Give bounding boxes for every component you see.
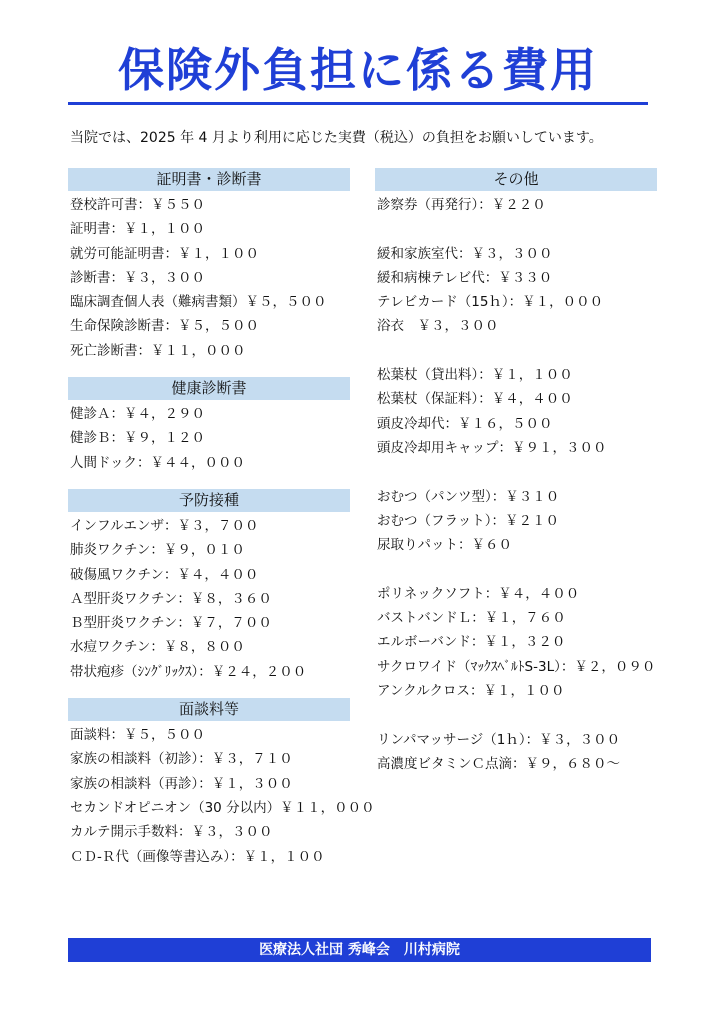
list-item: 登校許可書：￥５５０ (70, 197, 205, 213)
list-item: 浴衣 ￥３，３００ (377, 318, 499, 335)
title-underline (68, 102, 648, 105)
list-item: テレビカード（15ｈ）：￥１，０００ (377, 294, 604, 311)
list-item: 緩和家族室代：￥３，３００ (377, 245, 553, 262)
section-vaccination (68, 489, 350, 684)
section-header-interview-fees: 面談料等 (68, 698, 350, 721)
section-header-vaccination: 予防接種 (68, 489, 350, 512)
list-item: セカンドオピニオン（30 分以内）￥１１，０００ (70, 799, 375, 816)
list-item: 診察券（再発行）：￥２２０ (377, 197, 546, 213)
list-item: 就労可能証明書：￥１，１００ (70, 245, 259, 262)
list-item: 肺炎ワクチン：￥９，０１０ (70, 542, 245, 559)
list-item: Ａ型肝炎ワクチン：￥８，３６０ (70, 590, 272, 607)
section-certificates (68, 168, 350, 363)
list-item: おむつ（パンツ型）：￥３１０ (377, 488, 560, 505)
list-item: 診断書：￥３，３００ (70, 269, 205, 286)
list-item: アンクルクロス：￥１，１００ (377, 682, 565, 699)
group-spacer (375, 460, 657, 484)
hospital-name-footer: 医療法人社団 秀峰会 川村病院 (68, 938, 651, 962)
list-item: インフルエンザ：￥３，７００ (70, 517, 259, 534)
section-header-certificates: 証明書・診断書 (68, 168, 350, 191)
list-item: 健診Ｂ：￥９，１２０ (70, 430, 205, 447)
group-spacer (375, 217, 657, 241)
list-item: Ｂ型肝炎ワクチン：￥７，７００ (70, 615, 272, 632)
section-other (375, 168, 657, 776)
list-item: 生命保険診断書：￥５，５００ (70, 318, 259, 335)
list-item: 人間ドック：￥４４，０００ (70, 454, 245, 471)
list-item: 家族の相談料（初診）：￥３，７１０ (70, 751, 293, 768)
list-item: 破傷風ワクチン：￥４，４００ (70, 566, 259, 583)
list-item: ＣＤ-Ｒ代（画像等書込み）：￥１，１００ (70, 848, 325, 865)
list-item: 帯状疱疹（ｼﾝｸﾞﾘｯｸｽ）：￥２４，２００ (70, 663, 307, 680)
list-item: おむつ（フラット）：￥２１０ (377, 512, 559, 529)
list-item: 高濃度ビタミンＣ点滴：￥９，６８０～ (377, 755, 620, 772)
section-header-other: その他 (375, 168, 657, 191)
section-health-checkup (68, 377, 350, 475)
list-item: 松葉杖（保証料）：￥４，４００ (377, 391, 573, 408)
group-spacer (375, 339, 657, 363)
list-item: エルボーバンド：￥１，３２０ (377, 634, 566, 651)
list-item: 面談料：￥５，５００ (70, 727, 205, 744)
group-spacer (375, 557, 657, 581)
list-item: バストバンドＬ：￥１，７６０ (377, 610, 566, 627)
list-item: 松葉杖（貸出料）：￥１，１００ (377, 367, 573, 384)
group-spacer (375, 703, 657, 727)
list-item: 尿取りパット：￥６０ (377, 537, 512, 554)
list-item: ポリネックソフト：￥４，４００ (377, 585, 580, 602)
list-item: カルテ開示手数料：￥３，３００ (70, 824, 273, 841)
section-interview-fees (68, 698, 375, 869)
list-item: 緩和病棟テレビ代：￥３３０ (377, 269, 553, 286)
list-item: リンパマッサージ（1ｈ）：￥３，３００ (377, 731, 621, 748)
list-item: 頭皮冷却用キャップ：￥９１，３００ (377, 439, 607, 456)
page-title: 保険外負担に係る費用 (118, 43, 598, 97)
list-item: 水痘ワクチン：￥８，８００ (70, 639, 245, 656)
list-item: 家族の相談料（再診）：￥１，３００ (70, 775, 293, 792)
left-column (68, 168, 375, 883)
list-item: 頭皮冷却代：￥１６，５００ (377, 415, 553, 432)
section-header-health-checkup: 健康診断書 (68, 377, 350, 400)
list-item: 臨床調査個人表（難病書類）￥５，５００ (70, 294, 327, 311)
right-column (375, 168, 657, 790)
list-item: 死亡診断書：￥１１，０００ (70, 342, 246, 359)
list-item: 健診Ａ：￥４，２９０ (70, 406, 205, 423)
list-item: サクロワイド（ﾏｯｸｽﾍﾞﾙﾄS-3L）：￥２，０９０ (377, 658, 656, 675)
intro-text: 当院では、2025 年 4 月より利用に応じた実費（税込）の負担をお願いしています。 (70, 130, 603, 146)
list-item: 証明書：￥１，１００ (70, 221, 205, 238)
